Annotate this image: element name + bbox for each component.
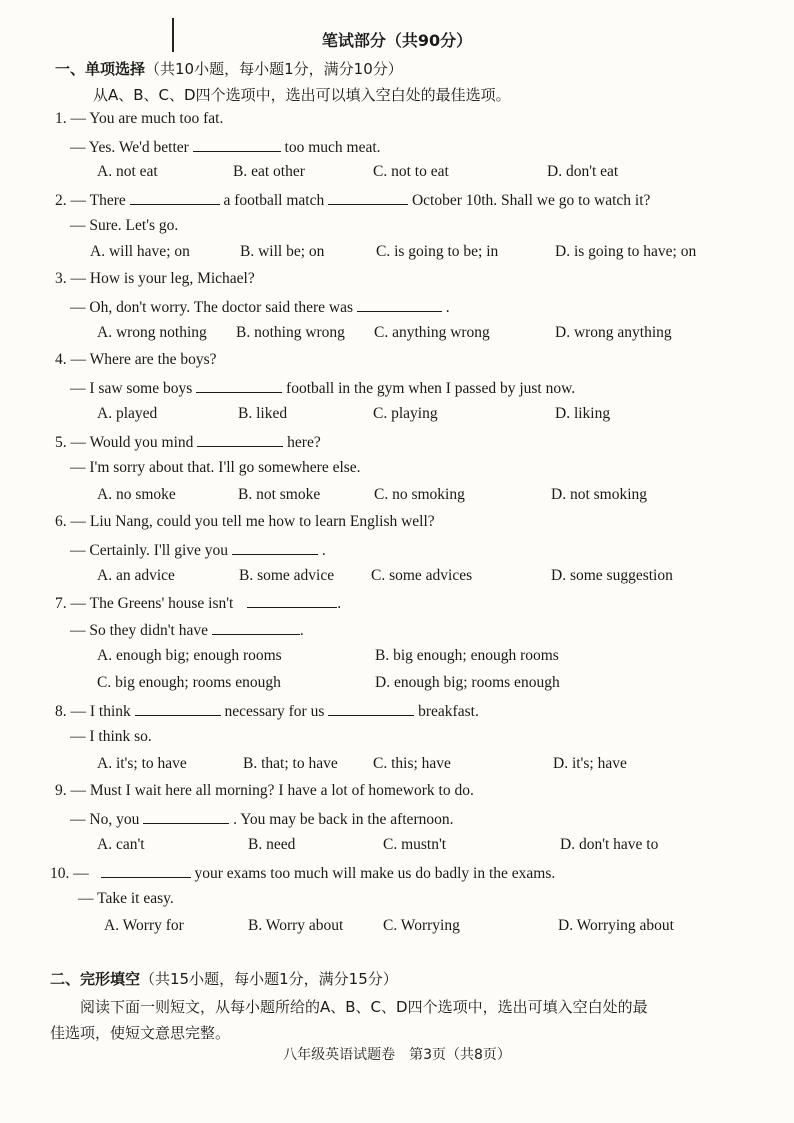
q10-option-d: D. Worrying about [558,917,674,934]
q7-option-d: D. enough big; rooms enough [375,674,560,691]
q10-line1 [50,863,555,883]
q8-line1 [55,701,479,721]
section1-instruction: 从A、B、C、D四个选项中，选出可以填入空白处的最佳选项。 [93,86,511,104]
q4-line1 [55,351,217,369]
q7-line1 [55,593,341,613]
q6-line2 [70,540,326,560]
q7-text-d: . [299,622,304,639]
q9-blank [143,809,229,824]
q9-option-c: C. mustn't [383,836,447,853]
q6-option-a: A. an advice [97,567,175,584]
section1-heading [55,58,403,79]
q10-line2: — Take it easy. [78,890,174,907]
q4-line2 [70,378,575,398]
q6-option-d: D. some suggestion [551,567,673,584]
q3-prompt: — How is your leg, Michael? [70,270,255,287]
q1-option-b: B. eat other [233,163,305,180]
q8-number: 8. [55,703,67,720]
q1-line1 [55,110,223,128]
q8-option-c: C. this; have [373,755,451,772]
section1-name: 一、单项选择 [55,60,146,78]
q1-option-c: C. not to eat [373,163,449,180]
q2-blank-2 [328,190,408,205]
q5-option-c: C. no smoking [374,486,465,503]
q7-option-a: A. enough big; enough rooms [97,647,282,664]
q10-number: 10. [50,865,70,882]
section2-note: （共15小题，每小题1分，满分15分） [140,970,398,988]
q7-line2 [70,620,304,640]
q9-line2 [70,809,453,829]
q1-number: 1. [55,110,67,127]
q4-text-b: football in the gym when I passed by just now. [286,380,576,397]
q6-number: 6. [55,513,67,530]
section2-instruction-line1: 阅读下面一则短文，从每小题所给的A、B、C、D四个选项中，选出可填入空白处的最 [80,998,648,1016]
q10-option-a: A. Worry for [104,917,184,934]
q9-option-d: D. don't have to [560,836,659,853]
section1-note: （共10小题，每小题1分，满分10分） [145,60,403,78]
q10-blank [101,863,191,878]
q3-number: 3. [55,270,67,287]
q2-text-a: — There [70,192,126,209]
q5-text-b: here? [287,434,321,451]
q3-option-c: C. anything wrong [374,324,490,341]
q4-prompt: — Where are the boys? [70,351,217,368]
section2-heading [50,968,398,989]
q4-option-c: C. playing [373,405,438,422]
page-title: 笔试部分（共90分） [321,31,473,50]
q2-line2: — Sure. Let's go. [70,217,179,234]
q1-option-d: D. don't eat [547,163,619,180]
q9-option-b: B. need [248,836,296,853]
q5-text-a: — Would you mind [70,434,194,451]
q4-option-d: D. liking [555,405,611,422]
q6-blank [232,540,318,555]
q8-text-b: necessary for us [224,703,325,720]
q2-number: 2. [55,192,67,209]
q4-number: 4. [55,351,67,368]
q4-option-a: A. played [97,405,158,422]
q8-option-a: A. it's; to have [97,755,187,772]
q8-blank-2 [328,701,414,716]
q1-blank [193,137,281,152]
q3-text-a: — Oh, don't worry. The doctor said there was [70,299,354,316]
q3-blank [357,297,442,312]
q2-option-b: B. will be; on [240,243,325,260]
q1-line2 [70,137,381,157]
q7-blank-2 [212,620,300,635]
q7-number: 7. [55,595,67,612]
q6-option-b: B. some advice [239,567,335,584]
q3-option-a: A. wrong nothing [97,324,207,341]
q5-line2: — I'm sorry about that. I'll go somewhere else. [70,459,361,476]
q10-text-a: — [73,865,89,882]
q9-text-a: — No, you [70,811,140,828]
section2-instruction-line2: 佳选项，使短文意思完整。 [50,1024,231,1042]
q9-prompt: — Must I wait here all morning? I have a lot of homework to do. [70,782,474,799]
q5-option-b: B. not smoke [238,486,321,503]
q4-text-a: — I saw some boys [70,380,193,397]
q10-text-b: your exams too much will make us do badly in the exams. [194,865,556,882]
q2-line1 [55,190,650,210]
q6-text-b: . [321,542,326,559]
q2-blank-1 [130,190,220,205]
q9-number: 9. [55,782,67,799]
q5-option-a: A. no smoke [97,486,176,503]
q7-option-b: B. big enough; enough rooms [375,647,559,664]
q1-prompt: — You are much too fat. [70,110,224,127]
q8-text-a: — I think [70,703,131,720]
q5-number: 5. [55,434,67,451]
q9-text-b: . You may be back in the afternoon. [233,811,454,828]
section2-name: 二、完形填空 [50,970,141,988]
q3-text-b: . [445,299,450,316]
q4-blank [196,378,282,393]
q3-line1 [55,270,255,288]
q7-blank-1 [247,593,337,608]
q8-line2: — I think so. [70,728,152,745]
q3-line2 [70,297,450,317]
q1-option-a: A. not eat [97,163,158,180]
q2-option-d: D. is going to have; on [555,243,697,260]
q1-text-b: too much meat. [284,139,381,156]
q3-option-d: D. wrong anything [555,324,672,341]
q2-option-a: A. will have; on [90,243,190,260]
q6-option-c: C. some advices [371,567,473,584]
q1-text-a: — Yes. We'd better [70,139,189,156]
q9-option-a: A. can't [97,836,145,853]
q6-text-a: — Certainly. I'll give you [70,542,229,559]
q5-option-d: D. not smoking [551,486,648,503]
page-footer: 八年级英语试题卷 第3页（共8页） [283,1047,511,1063]
q7-option-c: C. big enough; rooms enough [97,674,281,691]
q7-text-a: — The Greens' house isn't [70,595,234,612]
q10-option-b: B. Worry about [248,917,344,934]
q8-blank-1 [135,701,221,716]
q6-prompt: — Liu Nang, could you tell me how to learn English well? [70,513,435,530]
q8-text-c: breakfast. [418,703,479,720]
q5-blank [197,432,283,447]
q2-option-c: C. is going to be; in [376,243,499,260]
q7-text-b: . [337,595,342,612]
q8-option-b: B. that; to have [243,755,338,772]
q9-line1 [55,782,474,800]
q6-line1 [55,513,435,531]
q5-line1 [55,432,321,452]
q8-option-d: D. it's; have [553,755,627,772]
q7-text-c: — So they didn't have [70,622,208,639]
q3-option-b: B. nothing wrong [236,324,345,341]
q2-text-b: a football match [223,192,325,209]
q10-option-c: C. Worrying [383,917,460,934]
q2-text-c: October 10th. Shall we go to watch it? [411,192,651,209]
q4-option-b: B. liked [238,405,288,422]
